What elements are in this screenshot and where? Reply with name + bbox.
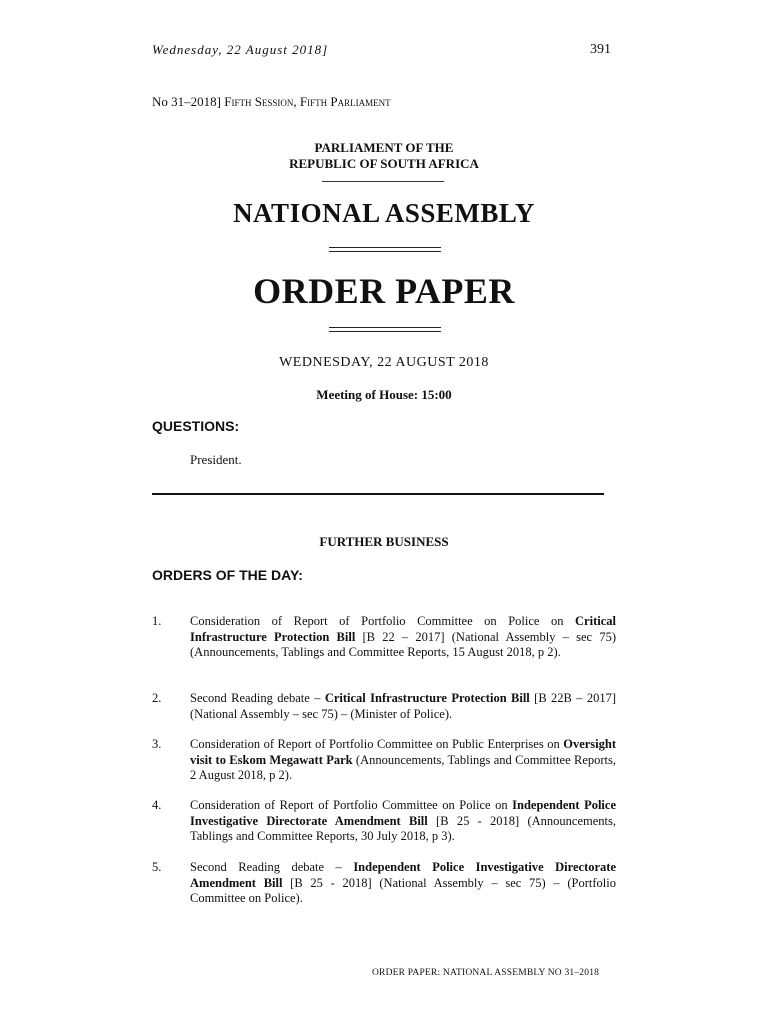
- order-item-post: (Announcements, Tablings and Committee Reports, 2 August 2018, p 2).: [190, 752, 616, 782]
- order-item-text: [190, 860, 616, 907]
- double-divider-1: [329, 247, 441, 252]
- order-paper-title: ORDER PAPER: [253, 271, 515, 311]
- sitting-date: WEDNESDAY, 22 AUGUST 2018: [279, 355, 489, 370]
- order-item: [152, 691, 616, 722]
- order-item-post: [B 22B – 2017] (National Assembly – sec 75) – (Minister of Police).: [190, 691, 617, 721]
- assembly-title: NATIONAL ASSEMBLY: [233, 198, 535, 228]
- parliament-line-1: PARLIAMENT OF THE: [314, 140, 454, 155]
- order-item-text: [190, 798, 616, 845]
- order-item: [152, 737, 616, 784]
- header-date: Wednesday, 22 August 2018]: [152, 42, 329, 57]
- order-item-text: [190, 614, 616, 661]
- order-item-bill: Critical Infrastructure Protection Bill: [190, 614, 616, 644]
- order-item-bill: Oversight visit to Eskom Megawatt Park: [190, 737, 616, 767]
- order-item-post: [B 25 - 2018] (Announcements, Tablings and Committee Reports, 30 July 2018, p 3).: [190, 813, 616, 843]
- order-item-bill: Independent Police Investigative Directorate Amendment Bill: [190, 798, 616, 828]
- order-item-post: [B 22 – 2017] (National Assembly – sec 75) (Announcements, Tablings and Committee Reports, 15 August 2018, p 2).: [190, 629, 616, 659]
- session-line: [152, 94, 391, 110]
- short-divider: [322, 181, 444, 182]
- order-item: [152, 798, 616, 845]
- session-number: No 31–2018]: [152, 94, 225, 109]
- questions-heading: QUESTIONS:: [152, 418, 240, 434]
- parliament-heading: [152, 140, 616, 172]
- order-item: [152, 860, 616, 907]
- section-divider: [152, 493, 604, 495]
- order-item-text: [190, 691, 616, 722]
- orders-of-the-day-heading: ORDERS OF THE DAY:: [152, 567, 303, 583]
- order-item-post: [B 25 - 2018] (National Assembly – sec 75) – (Portfolio Committee on Police).: [190, 875, 616, 905]
- order-item-number: 3.: [152, 737, 162, 751]
- order-item-number: 1.: [152, 614, 162, 628]
- order-item-number: 2.: [152, 691, 162, 705]
- order-item-bill: Critical Infrastructure Protection Bill: [324, 691, 530, 705]
- further-business-heading: FURTHER BUSINESS: [319, 534, 449, 549]
- double-divider-2: [329, 327, 441, 332]
- order-item-pre: Consideration of Report of Portfolio Committee on Police on: [190, 798, 513, 812]
- order-item-pre: Consideration of Report of Portfolio Committee on Public Enterprises on: [190, 737, 564, 751]
- order-item-number: 5.: [152, 860, 162, 874]
- order-item-text: [190, 737, 616, 784]
- order-item: [152, 614, 616, 661]
- order-item-pre: Second Reading debate –: [190, 860, 354, 874]
- meeting-time: Meeting of House: 15:00: [316, 387, 452, 402]
- order-item-number: 4.: [152, 798, 162, 812]
- page-footer: ORDER PAPER: NATIONAL ASSEMBLY NO 31–2018: [372, 968, 600, 978]
- order-item-pre: Consideration of Report of Portfolio Committee on Police on: [190, 614, 576, 628]
- page-number: 391: [590, 42, 611, 57]
- parliament-line-2: REPUBLIC OF SOUTH AFRICA: [289, 156, 479, 171]
- session-label: Fifth Session, Fifth Parliament: [224, 94, 391, 109]
- order-item-bill: Independent Police Investigative Directorate Amendment Bill: [190, 860, 616, 890]
- order-item-pre: Second Reading debate –: [190, 691, 325, 705]
- questions-president: President.: [190, 452, 242, 467]
